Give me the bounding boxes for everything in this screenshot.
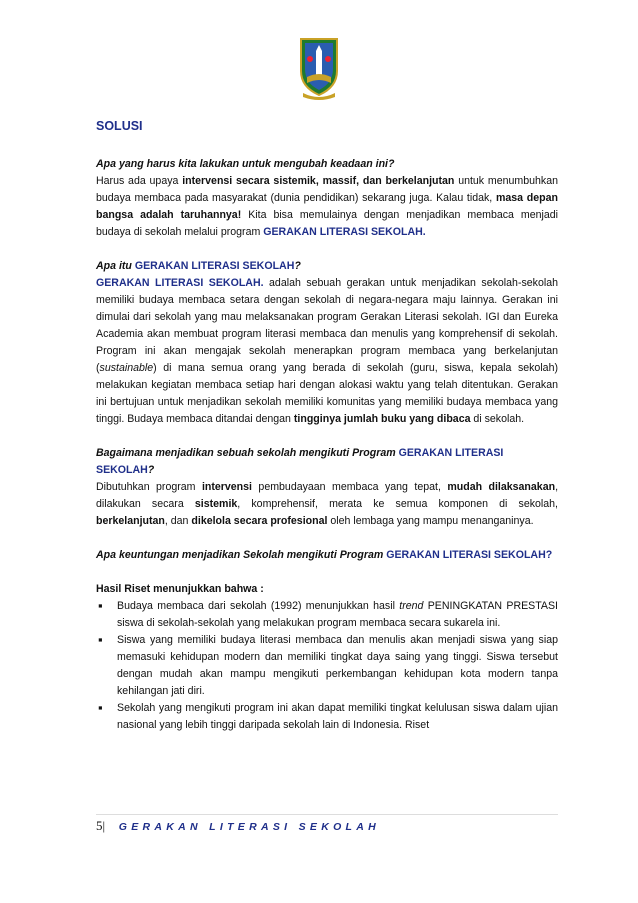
question-3: Bagaimana menjadikan sebuah sekolah mengikuti Program GERAKAN LITERASI SEKOLAH? bbox=[96, 447, 504, 476]
section-heading: SOLUSI bbox=[96, 119, 143, 133]
paragraph-1: Harus ada upaya intervensi secara sistemik, massif, dan berkelanjutan untuk menumbuhkan budaya membaca pada masyarakat (dunia pendidikan) sekarang juga. Kalau tidak, masa depan bangsa adalah taruhannya! Kita bisa memulainya dengan menjadikan membaca menjadi budaya di sekolah melalui program GERAKAN LITERASI SEKOLAH. bbox=[96, 175, 558, 238]
list-item: ▪ Siswa yang memiliki budaya literasi membaca dan menulis akan menjadi siswa yang siap memasuki kehidupan modern dan memiliki tingkat daya saing yang tinggi. Siswa tersebut dengan mudah akan mampu mengikuti perkembangan kehidupan kota modern tanpa kehilangan jati diri. bbox=[96, 632, 558, 700]
footer-divider bbox=[96, 814, 558, 815]
footer-title: GERAKAN LITERASI SEKOLAH bbox=[118, 821, 381, 833]
page-footer: 5| GERAKAN LITERASI SEKOLAH bbox=[96, 818, 381, 833]
list-item: ▪ Sekolah yang mengikuti program ini akan dapat memiliki tingkat kelulusan siswa dalam ujian nasional yang lebih tinggi daripada sekolah lain di Indonesia. Riset bbox=[96, 700, 558, 734]
page-number: 5 bbox=[96, 818, 103, 833]
document-body bbox=[96, 118, 558, 734]
list-item: ▪ Budaya membaca dari sekolah (1992) menunjukkan hasil trend PENINGKATAN PRESTASI siswa di sekolah-sekolah yang melakukan program membaca secara sukarela ini. bbox=[96, 598, 558, 632]
research-list bbox=[96, 598, 558, 734]
question-4: Apa keuntungan menjadikan Sekolah mengikuti Program GERAKAN LITERASI SEKOLAH? bbox=[96, 549, 553, 561]
paragraph-3: Dibutuhkan program intervensi pembudayaan membaca yang tepat, mudah dilaksanakan, dilakukan secara sistemik, komprehensif, merata ke semua komponen di sekolah, berkelanjutan, dan dikelola secara profesional oleh lembaga yang mampu menanganinya. bbox=[96, 481, 559, 527]
question-2: Apa itu GERAKAN LITERASI SEKOLAH? bbox=[96, 260, 301, 272]
coat-of-arms-logo bbox=[297, 37, 341, 101]
research-heading: Hasil Riset menunjukkan bahwa : bbox=[96, 583, 264, 595]
question-1: Apa yang harus kita lakukan untuk mengubah keadaan ini? bbox=[96, 158, 395, 170]
paragraph-2: GERAKAN LITERASI SEKOLAH. adalah sebuah gerakan untuk menjadikan sekolah-sekolah memiliki budaya membaca setara dengan sekolah di negara-negara maju lainnya. Gerakan ini dimulai dari sekolah yang mau melaksanakan program Gerakan Literasi sekolah. IGI dan Eureka Academia akan membuat program literasi membaca dan menulis yang komprehensif di sekolah. Program ini akan mengajak sekolah menerapkan program membaca yang berkelanjutan (sustainable) di mana semua orang yang berada di sekolah (guru, siswa, kepala sekolah) melakukan kegiatan membaca setiap hari dengan alokasi waktu yang telah ditentukan. Gerakan ini bertujuan untuk menjadikan sekolah memiliki komunitas yang memiliki budaya membaca yang tinggi. Budaya membaca ditandai dengan tingginya jumlah buku yang dibaca di sekolah. bbox=[96, 277, 558, 425]
